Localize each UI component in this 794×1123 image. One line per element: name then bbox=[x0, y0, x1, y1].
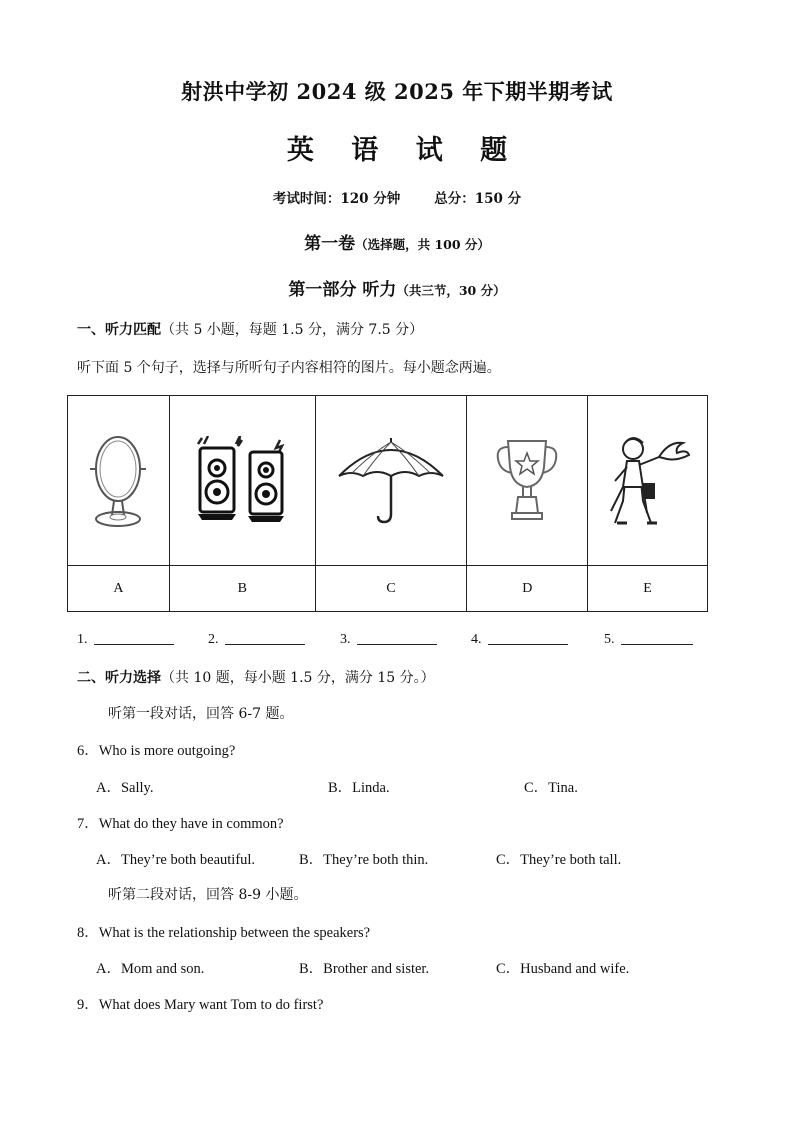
question-6-option-c[interactable]: C．Tina. bbox=[524, 780, 578, 796]
question-7-option-a[interactable]: A．They’re both beautiful. bbox=[96, 852, 256, 868]
dialogue2-instruction: 听第二段对话，回答 8-9 小题。 bbox=[108, 887, 308, 903]
question-6-stem: 6．Who is more outgoing? bbox=[77, 743, 236, 759]
question-7-option-b[interactable]: B．They’re both thin. bbox=[299, 852, 429, 868]
volume-note: （选择题，共 100 分） bbox=[355, 237, 490, 252]
question-8-stem: 8．What is the relationship between the speakers? bbox=[77, 925, 371, 941]
part-heading bbox=[0, 275, 794, 300]
picture-cell-b bbox=[169, 396, 315, 566]
question-8-option-a[interactable]: A．Mom and son. bbox=[96, 961, 205, 977]
magician-icon bbox=[603, 431, 693, 531]
question-9-stem: 9．What does Mary want Tom to do first? bbox=[77, 997, 324, 1013]
section1-instruction: 听下面 5 个句子，选择与所听句子内容相符的图片。每小题念两遍。 bbox=[77, 360, 501, 376]
picture-label-a: A bbox=[68, 566, 170, 612]
blank-number: 2. bbox=[208, 632, 219, 647]
speakers-icon bbox=[192, 436, 292, 526]
blank-number: 4. bbox=[471, 632, 482, 647]
answer-blank[interactable] bbox=[77, 630, 174, 648]
section1-heading bbox=[77, 319, 423, 339]
section2-heading bbox=[77, 667, 435, 687]
blank-number: 3. bbox=[340, 632, 351, 647]
picture-label-d: D bbox=[467, 566, 588, 612]
picture-cell-d bbox=[467, 396, 588, 566]
question-8-option-c[interactable]: C．Husband and wife. bbox=[496, 961, 630, 977]
answer-blank[interactable] bbox=[604, 630, 693, 648]
part-main: 第一部分 听力 bbox=[288, 280, 397, 300]
part-note: （共三节，30 分） bbox=[396, 283, 506, 298]
question-8-option-b[interactable]: B．Brother and sister. bbox=[299, 961, 430, 977]
volume-main: 第一卷 bbox=[304, 234, 356, 254]
picture-cell-e bbox=[588, 396, 708, 566]
blank-number: 5. bbox=[604, 632, 615, 647]
section2-heading-rest: （共 10 题，每小题 1.5 分，满分 15 分。） bbox=[161, 670, 435, 686]
picture-cell-c bbox=[315, 396, 467, 566]
exam-title: 射洪中学初 2024 级 2025 年下期半期考试 bbox=[181, 79, 613, 104]
trophy-icon bbox=[492, 433, 562, 528]
answer-blank[interactable] bbox=[208, 630, 305, 648]
section2-heading-bold: 二、听力选择 bbox=[77, 670, 161, 686]
exam-meta bbox=[0, 187, 794, 207]
question-6-option-b[interactable]: B．Linda. bbox=[328, 780, 390, 796]
picture-label-b: B bbox=[169, 566, 315, 612]
answer-blank[interactable] bbox=[340, 630, 437, 648]
volume-heading bbox=[0, 229, 794, 254]
picture-label-c: C bbox=[315, 566, 467, 612]
picture-label-e: E bbox=[588, 566, 708, 612]
dialogue1-instruction: 听第一段对话，回答 6-7 题。 bbox=[108, 706, 294, 722]
question-6-option-a[interactable]: A．Sally. bbox=[96, 780, 154, 796]
picture-cell-a bbox=[68, 396, 170, 566]
blank-number: 1. bbox=[77, 632, 88, 647]
mirror-icon bbox=[78, 431, 158, 531]
umbrella-icon bbox=[331, 436, 451, 526]
section1-heading-rest: （共 5 小题，每题 1.5 分，满分 7.5 分） bbox=[161, 322, 424, 338]
question-7-stem: 7．What do they have in common? bbox=[77, 816, 284, 832]
exam-total-score: 总分：150 分 bbox=[434, 191, 522, 207]
picture-table bbox=[67, 395, 708, 612]
question-7-option-c[interactable]: C．They’re both tall. bbox=[496, 852, 622, 868]
exam-subject: 英 语 试 题 bbox=[286, 135, 522, 166]
exam-time: 考试时间：120 分钟 bbox=[272, 191, 401, 207]
answer-blank[interactable] bbox=[471, 630, 568, 648]
section1-heading-bold: 一、听力匹配 bbox=[77, 322, 161, 338]
